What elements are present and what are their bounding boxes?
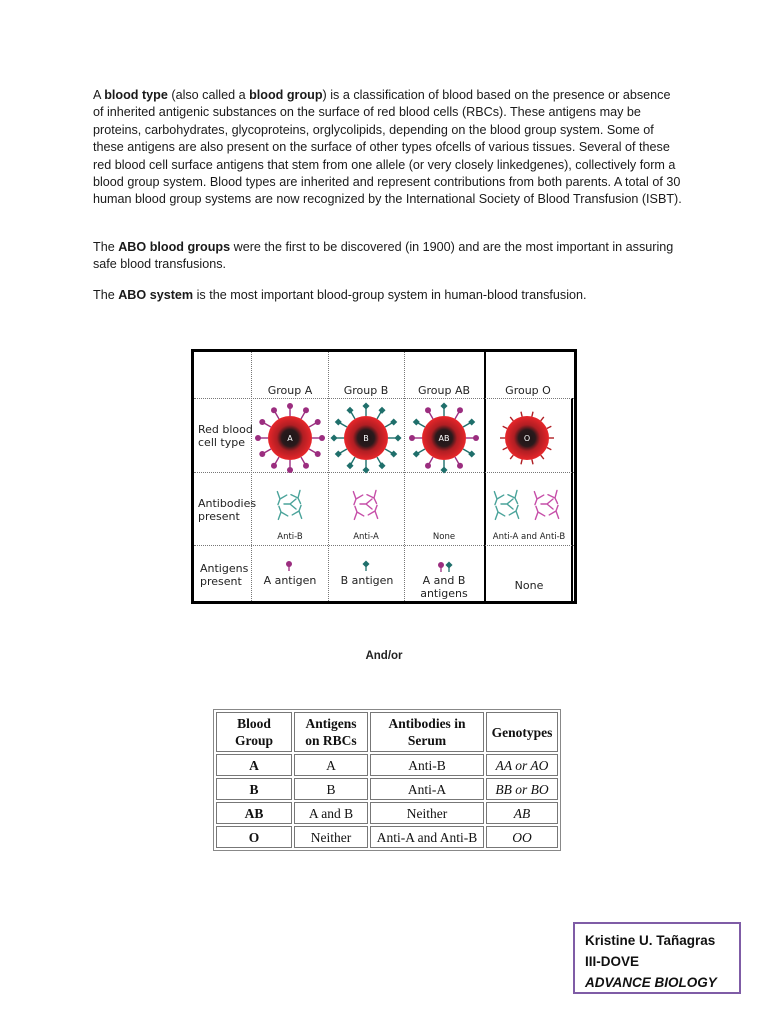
cell-blood-group: AB (216, 802, 292, 824)
rbc-cell-a (255, 403, 325, 473)
antibody-stroke (548, 490, 562, 505)
anti-b-antibody (491, 505, 505, 520)
antibody-caption-a: Anti-B (277, 532, 303, 542)
header-group-o: Group O (505, 384, 551, 397)
rbc-cell-b (330, 402, 401, 473)
antibody-caption-b: Anti-A (353, 532, 379, 542)
cell-antibodies: Neither (370, 802, 484, 824)
antibody-stroke (549, 504, 563, 519)
antibody-shapes (273, 490, 563, 519)
antigen-label-line: B antigen (340, 574, 394, 587)
antigen-a-marker (255, 435, 261, 441)
header-line: Genotypes (491, 724, 553, 740)
antigen-b-marker (468, 418, 475, 425)
antigen-a-marker (319, 435, 325, 441)
anti-a-antibody (367, 490, 381, 505)
antigen-stalk (532, 459, 533, 464)
antigen-a-marker (315, 451, 321, 457)
col-blood-group (216, 712, 292, 752)
p1-mid: (also called a (167, 88, 250, 102)
cell-blood-group: O (216, 826, 292, 848)
antibody-stroke (368, 504, 382, 519)
term-blood-group: blood group (249, 88, 323, 102)
antigen-a-marker (259, 419, 265, 425)
col-antigens (294, 712, 368, 752)
rbc-cell-o (500, 412, 554, 465)
antigen-a-marker (473, 435, 479, 441)
anti-a-antibody (350, 505, 364, 520)
anti-a-antibody (368, 504, 382, 519)
anti-a-antibody (360, 499, 372, 509)
antigen-a-marker (425, 407, 431, 413)
cell-antibodies: Anti-A and Anti-B (370, 826, 484, 848)
antigen-label-ab (406, 574, 482, 600)
rbc-cell-ab (409, 402, 479, 473)
cell-antigens: Neither (294, 826, 368, 848)
antigen-label-o (486, 579, 572, 592)
row-label-line: present (198, 510, 240, 523)
term-abo-blood-groups: ABO blood groups (118, 240, 231, 254)
antigen-a-marker (303, 407, 309, 413)
anti-a-antibody (541, 499, 553, 509)
anti-b-antibody (291, 490, 305, 505)
row-label-line: cell type (198, 436, 245, 449)
antigen-a-marker (315, 419, 321, 425)
antigen-b-marker (335, 450, 342, 457)
antibody-stroke (508, 490, 522, 505)
antigen-b-marker (378, 407, 385, 414)
antigen-a-marker (287, 403, 293, 409)
antigen-a-marker (457, 463, 463, 469)
p2-prefix: The (93, 240, 119, 254)
anti-b-antibody (284, 499, 296, 509)
cell-genotypes: AA or AO (486, 754, 558, 776)
antigen-stalk (521, 412, 522, 417)
row-label-line: present (200, 575, 242, 588)
antigen-b-marker (440, 466, 447, 473)
col-antibodies (370, 712, 484, 752)
antibody-stroke (509, 504, 523, 519)
antigen-a-marker (271, 463, 277, 469)
rbc-illustrations (194, 352, 574, 601)
antigen-b-marker (335, 418, 342, 425)
row-label-line: Red blood (198, 423, 253, 436)
p1-rest: ) is a classification of blood based on the presence or absence of inherited antigenic substances on the surface of red blood cells (RBCs). These antigens may be proteins, carbohydrates, glycoproteins, orglycolipids, depending on the blood group system. Some of these antigens are also present on the surface of other types ofcells of various tissues. Several of these red blood cell surface antigens that stem from one allele (or very closely linkedgenes), collectively form a blood group system. Blood types are inherited and represent contributions from both parents. A total of 30 human blood group systems are now recognized by the International Society of Blood Transfusion (ISBT). (93, 88, 682, 207)
header-group-b: Group B (343, 384, 389, 397)
p3-rest: is the most important blood-group system in human-blood transfusion. (193, 288, 587, 302)
anti-b-antibody (501, 499, 513, 509)
antigen-stalk (547, 426, 552, 428)
course-name: ADVANCE BIOLOGY (585, 975, 717, 990)
header-line: Antigens (305, 716, 357, 731)
cell-antigens: B (294, 778, 368, 800)
antigen-a-marker (303, 463, 309, 469)
antigen-b-marker (390, 450, 397, 457)
antigen-label-b (330, 574, 404, 587)
table-row (216, 802, 558, 824)
intro-paragraph-3 (93, 287, 683, 304)
p1-prefix: A (93, 88, 105, 102)
antigen-stalk (532, 412, 533, 417)
row-label-line: Antibodies (198, 497, 257, 510)
header-line: Antibodies in (388, 716, 466, 731)
antigen-markers (286, 560, 453, 572)
antigen-b-marker (413, 418, 420, 425)
anti-a-antibody (531, 505, 545, 520)
antigen-a-marker (457, 407, 463, 413)
antibody-stroke (284, 499, 296, 509)
antigen-b-marker (394, 434, 401, 441)
antigen-stalk (503, 426, 508, 428)
antibody-stroke (367, 490, 381, 505)
antigen-b-marker (378, 462, 385, 469)
antigen-b-marker (413, 450, 420, 457)
antigen-b-marker (346, 407, 353, 414)
header-group-a: Group A (267, 384, 313, 397)
antigen-b-marker (440, 402, 447, 409)
antigen-a-marker (287, 467, 293, 473)
antigen-label-line: antigens (420, 587, 468, 600)
cell-genotypes: AB (486, 802, 558, 824)
anti-a-antibody (548, 490, 562, 505)
antigen-b-marker (362, 466, 369, 473)
cell-antigens: A (294, 754, 368, 776)
antigen-a-pin-head (438, 562, 444, 568)
author-section: III-DOVE (585, 954, 640, 969)
antigen-stalk (541, 455, 544, 459)
abo-diagram (191, 349, 577, 604)
p3-prefix: The (93, 288, 119, 302)
anti-b-antibody (508, 490, 522, 505)
antigen-stalk (510, 455, 513, 459)
cell-antibodies: Anti-A (370, 778, 484, 800)
intro-paragraph-2 (93, 239, 683, 274)
antigen-label-a (254, 574, 326, 587)
cell-letter: A (287, 434, 293, 443)
header-line: on RBCs (305, 733, 357, 748)
anti-b-antibody (274, 505, 288, 520)
antigen-a-marker (271, 407, 277, 413)
table-row (216, 826, 558, 848)
header-line: Blood (237, 716, 271, 731)
antibody-stroke (291, 490, 305, 505)
cell-letter: AB (438, 434, 450, 443)
header-group-ab: Group AB (417, 384, 471, 397)
antibody-stroke (360, 499, 372, 509)
blood-group-table (213, 709, 561, 851)
antigen-stalk (503, 448, 508, 450)
col-genotypes (486, 712, 558, 752)
intro-paragraph-1 (93, 87, 683, 209)
antigen-b-marker (362, 402, 369, 409)
author-name: Kristine U. Tañagras (585, 933, 716, 948)
cell-letter: B (363, 434, 369, 443)
antigen-b-marker (346, 462, 353, 469)
antigen-stalk (547, 448, 552, 450)
antibody-stroke (350, 505, 364, 520)
antibody-caption-ab: None (432, 532, 456, 542)
and-or-label: And/or (365, 650, 403, 662)
antigen-b-marker (390, 418, 397, 425)
anti-b-antibody (292, 504, 306, 519)
cell-blood-group: A (216, 754, 292, 776)
author-credit-box (573, 922, 741, 994)
antibody-stroke (491, 505, 505, 520)
p2-rest: were the first to be discovered (in 1900) and are the most important in assuring safe blood transfusions. (93, 240, 674, 272)
antibody-stroke (292, 504, 306, 519)
antigen-b-marker (330, 434, 337, 441)
antigen-a-marker (409, 435, 415, 441)
cell-genotypes: OO (486, 826, 558, 848)
antibody-stroke (274, 505, 288, 520)
antigen-stalk (521, 459, 522, 464)
header-line: Serum (407, 733, 447, 748)
antigen-b-marker (468, 450, 475, 457)
table-row (216, 754, 558, 776)
antigen-b-pin-head (445, 561, 452, 568)
anti-a-antibody (549, 504, 563, 519)
row-label-line: Antigens (200, 562, 249, 575)
cell-antigens: A and B (294, 802, 368, 824)
antigen-b-pin-head (362, 560, 369, 567)
cell-blood-group: B (216, 778, 292, 800)
antigen-stalk (541, 417, 544, 421)
term-blood-type: blood type (104, 88, 168, 102)
antigen-a-marker (259, 451, 265, 457)
antibody-stroke (501, 499, 513, 509)
cell-antibodies: Anti-B (370, 754, 484, 776)
cell-genotypes: BB or BO (486, 778, 558, 800)
table-row (216, 778, 558, 800)
anti-b-antibody (509, 504, 523, 519)
cell-letter: O (523, 434, 531, 443)
antigen-stalk (510, 417, 513, 421)
antibody-stroke (541, 499, 553, 509)
table-header-row (216, 712, 558, 752)
antigen-label-line: A antigen (263, 574, 317, 587)
antigen-a-marker (425, 463, 431, 469)
antibody-stroke (531, 505, 545, 520)
antigen-label-line: None (514, 579, 544, 592)
antigen-a-pin-head (286, 561, 292, 567)
antigen-label-line: A and B (422, 574, 466, 587)
antibody-caption-o: Anti-A and Anti-B (492, 532, 566, 542)
rbc-cells (255, 402, 554, 473)
term-abo-system: ABO system (118, 288, 194, 302)
header-line: Group (234, 733, 273, 748)
